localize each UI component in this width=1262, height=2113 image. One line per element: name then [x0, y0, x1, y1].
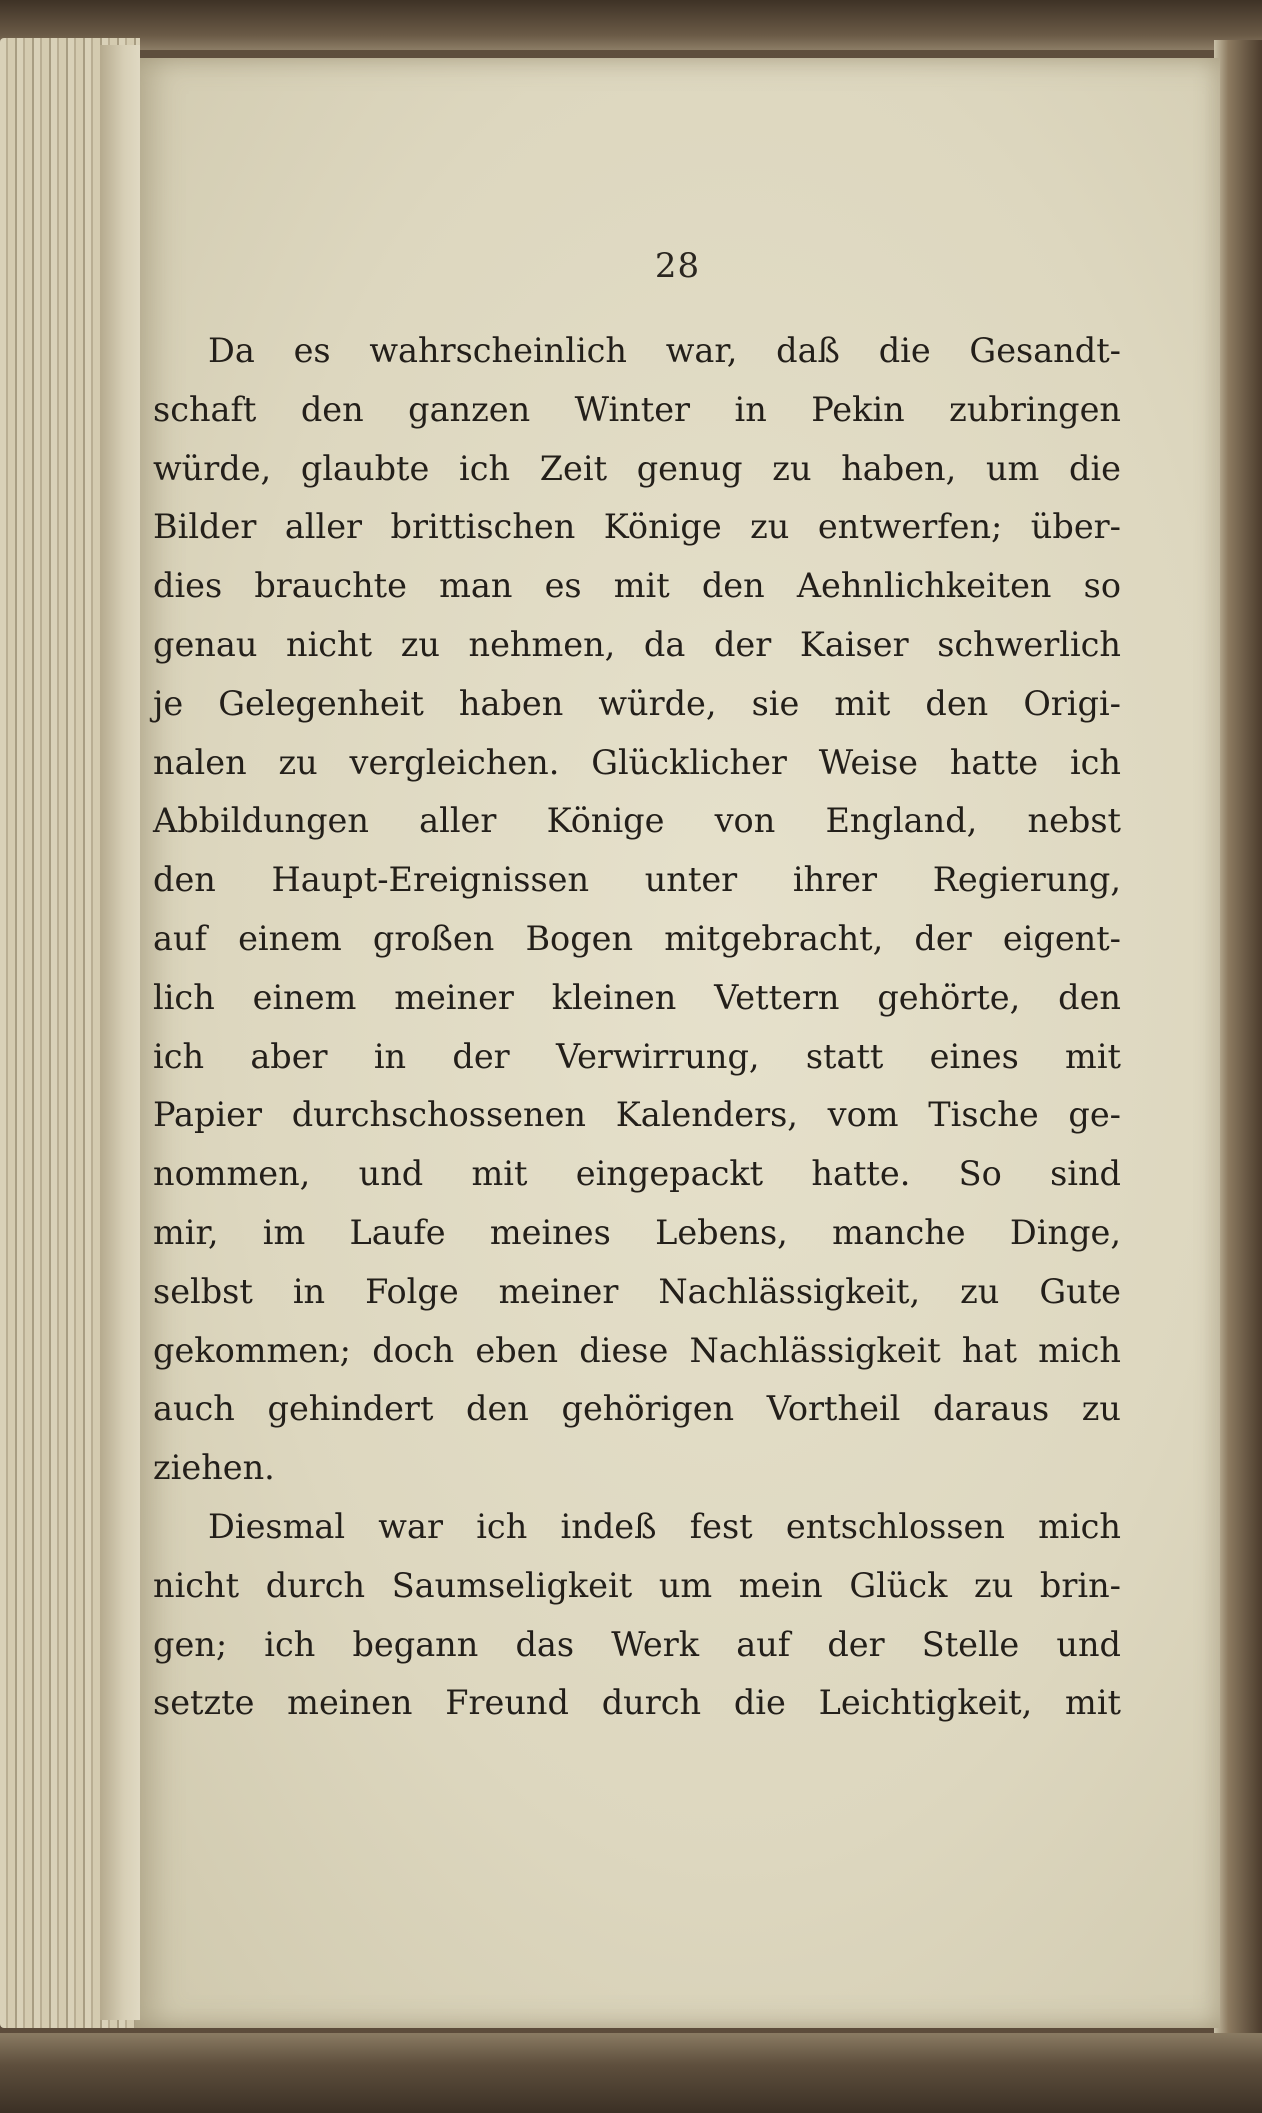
text-line: dies brauchte man es mit den Aehnlichkeiten so	[153, 566, 1121, 606]
book-cover-top-edge	[0, 0, 1262, 50]
book-cover-bottom-edge	[0, 2033, 1262, 2113]
page-gutter	[100, 45, 140, 2020]
text-line: ich aber in der Verwirrung, statt eines mit	[153, 1036, 1121, 1076]
text-line: gen; ich begann das Werk auf der Stelle und	[153, 1624, 1121, 1664]
text-line: Bilder aller brittischen Könige zu entwerfen; über-	[153, 507, 1121, 547]
text-line: würde, glaubte ich Zeit genug zu haben, um die	[153, 448, 1121, 488]
text-line: lich einem meiner kleinen Vettern gehörte, den	[153, 977, 1121, 1017]
text-line: nalen zu vergleichen. Glücklicher Weise hatte ich	[153, 742, 1121, 782]
text-line: Da es wahrscheinlich war, daß die Gesandt-	[208, 331, 1121, 370]
text-line: genau nicht zu nehmen, da der Kaiser schwerlich	[153, 624, 1121, 664]
text-line: Diesmal war ich indeß fest entschlossen mich	[208, 1506, 1121, 1546]
book-right-edge	[1214, 40, 1262, 2040]
text-line: mir, im Laufe meines Lebens, manche Dinge,	[153, 1212, 1121, 1252]
text-line: Papier durchschossenen Kalenders, vom Tische ge-	[153, 1095, 1121, 1135]
text-line: selbst in Folge meiner Nachlässigkeit, zu Gute	[153, 1271, 1121, 1311]
text-line: setzte meinen Freund durch die Leichtigkeit, mit	[153, 1683, 1121, 1723]
page-text	[153, 322, 1121, 1733]
text-line: schaft den ganzen Winter in Pekin zubringen	[153, 389, 1121, 429]
text-line: gekommen; doch eben diese Nachlässigkeit hat mich	[153, 1330, 1121, 1370]
text-line: nommen, und mit eingepackt hatte. So sind	[153, 1154, 1121, 1194]
text-line: den Haupt-Ereignissen unter ihrer Regierung,	[153, 860, 1121, 900]
text-line: je Gelegenheit haben würde, sie mit den Origi-	[153, 683, 1121, 723]
text-line: ziehen.	[153, 1448, 275, 1488]
text-line: auf einem großen Bogen mitgebracht, der eigent-	[153, 918, 1121, 958]
text-line: nicht durch Saumseligkeit um mein Glück zu brin-	[153, 1565, 1121, 1605]
page-number: 28	[654, 246, 701, 286]
text-line: Abbildungen aller Könige von England, nebst	[153, 801, 1121, 841]
text-line: auch gehindert den gehörigen Vortheil daraus zu	[153, 1389, 1121, 1429]
